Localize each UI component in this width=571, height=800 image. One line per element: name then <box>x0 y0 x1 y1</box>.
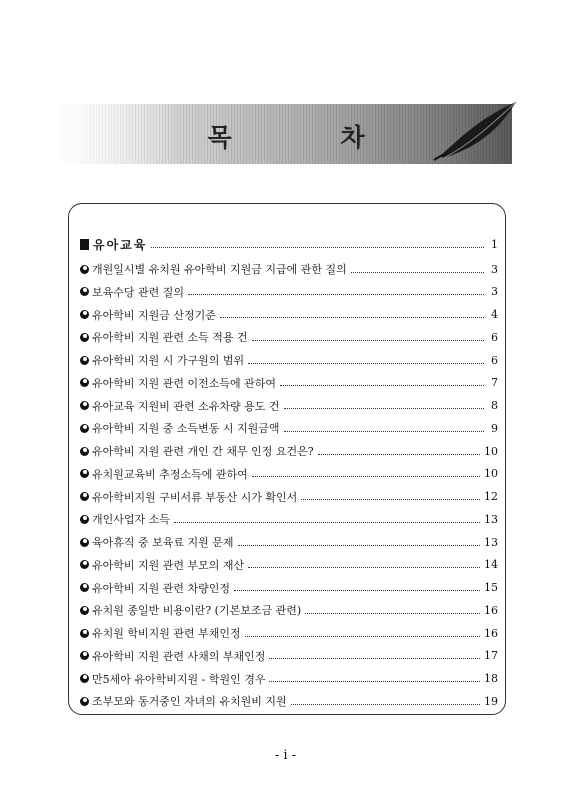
toc-item-page: 3 <box>491 262 498 276</box>
toc-item-label: 개원일시별 유치원 유아학비 지원금 지급에 관한 질의 <box>92 263 347 276</box>
toc-item-label: 유아학비 지원 관련 소득 적용 건 <box>92 331 248 345</box>
toc-item-label: 유치원 학비지원 관련 부채인정 <box>92 627 241 640</box>
toc-item-label: 유아학비 지원 중 소득변동 시 지원금액 <box>92 422 280 436</box>
toc-item-label: 유아학비 지원 관련 이전소득에 관하여 <box>92 376 277 390</box>
dot-leader <box>234 590 480 591</box>
toc-item-page: 3 <box>491 285 498 299</box>
toc-item-page: 10 <box>484 444 498 458</box>
toc-item-page: 18 <box>484 672 498 685</box>
toc-item-page: 17 <box>484 649 498 663</box>
round-bullet-icon <box>80 629 89 638</box>
round-bullet-icon <box>80 492 89 501</box>
toc-item[interactable] <box>80 623 498 643</box>
dot-leader <box>301 499 480 500</box>
dot-leader <box>238 545 481 546</box>
toc-item[interactable] <box>80 646 498 666</box>
toc-section-row[interactable] <box>80 234 498 254</box>
toc-item-label: 유아학비 지원 관련 부모의 재산 <box>92 558 245 572</box>
round-bullet-icon <box>80 287 89 296</box>
toc-item[interactable] <box>80 555 498 575</box>
toc-item-label: 유아학비 지원 관련 개인 간 채무 인정 요건은? <box>92 445 314 458</box>
toc-item-page: 14 <box>484 558 498 572</box>
leaf-decoration-icon <box>430 98 520 162</box>
dot-leader <box>284 408 485 409</box>
toc-item-page: 9 <box>491 421 498 435</box>
round-bullet-icon <box>80 560 89 569</box>
dot-leader <box>318 454 480 455</box>
toc-item-page: 10 <box>484 467 498 481</box>
toc-item-label: 유아학비 지원 관련 사채의 부채인정 <box>92 649 266 663</box>
dot-leader <box>220 317 484 318</box>
round-bullet-icon <box>80 697 89 706</box>
round-bullet-icon <box>80 401 89 410</box>
toc-item[interactable] <box>80 282 498 302</box>
dot-leader <box>252 340 484 341</box>
toc-section-label: 유아교육 <box>93 237 148 252</box>
toc-item-label: 만5세아 유아학비지원 - 학원인 경우 <box>92 672 266 686</box>
toc-item-label: 유아학비 지원 시 가구원의 범위 <box>92 354 245 367</box>
toc-item-page: 15 <box>484 581 498 594</box>
dot-leader <box>151 247 484 248</box>
toc-item-page: 6 <box>491 330 498 344</box>
toc-item[interactable] <box>80 691 498 711</box>
toc-item-label: 육아휴직 중 보육료 지원 문제 <box>92 536 234 549</box>
dot-leader <box>305 613 480 614</box>
toc-item[interactable] <box>80 305 498 325</box>
round-bullet-icon <box>80 356 89 365</box>
dot-leader <box>291 704 480 705</box>
toc-item-page: 13 <box>484 512 498 526</box>
toc-item[interactable] <box>80 259 498 279</box>
toc-item-label: 개인사업자 소득 <box>92 513 170 527</box>
title-banner <box>60 104 512 164</box>
round-bullet-icon <box>80 606 89 615</box>
round-bullet-icon <box>80 265 89 274</box>
round-bullet-icon <box>80 333 89 342</box>
toc-item[interactable] <box>80 441 498 461</box>
dot-leader <box>269 658 480 659</box>
round-bullet-icon <box>80 515 89 524</box>
round-bullet-icon <box>80 651 89 660</box>
page-number: - i - <box>274 748 297 763</box>
toc-item[interactable] <box>80 464 498 484</box>
toc-item-label: 유아학비 지원 관련 차량인정 <box>92 581 231 595</box>
toc-item[interactable] <box>80 350 498 370</box>
dot-leader <box>351 272 484 273</box>
toc-item-label: 유치원교육비 추정소득에 관하여 <box>92 467 248 481</box>
page-title: 목 차 <box>207 123 415 152</box>
toc-item-label: 유치원 종일반 비용이란? (기본보조금 관련) <box>92 604 302 618</box>
round-bullet-icon <box>80 378 89 387</box>
toc-item[interactable] <box>80 578 498 598</box>
toc-item-page: 13 <box>484 535 498 549</box>
toc-item-label: 유아학비지원 구비서류 부동산 시가 확인서 <box>92 490 298 504</box>
toc-item[interactable] <box>80 509 498 529</box>
round-bullet-icon <box>80 447 89 456</box>
round-bullet-icon <box>80 583 89 592</box>
toc-item-page: 8 <box>491 399 498 412</box>
toc-section-page: 1 <box>491 237 498 251</box>
round-bullet-icon <box>80 310 89 319</box>
dot-leader <box>252 476 480 477</box>
toc-item[interactable] <box>80 327 498 347</box>
toc-item-page: 6 <box>491 353 498 367</box>
toc-item-page: 12 <box>484 490 498 503</box>
toc-item[interactable] <box>80 396 498 416</box>
dot-leader <box>174 522 480 523</box>
dot-leader <box>269 681 480 682</box>
dot-leader <box>280 385 484 386</box>
toc-item-page: 16 <box>484 603 498 617</box>
round-bullet-icon <box>80 469 89 478</box>
square-bullet-icon <box>80 239 89 250</box>
toc-item-label: 조부모와 동거중인 자녀의 유치원비 지원 <box>92 695 287 709</box>
round-bullet-icon <box>80 538 89 547</box>
toc-item-label: 유아교육 지원비 관련 소유차량 용도 건 <box>92 399 280 413</box>
toc-item-page: 7 <box>491 376 498 390</box>
toc-item[interactable] <box>80 373 498 393</box>
round-bullet-icon <box>80 424 89 433</box>
toc-item[interactable] <box>80 600 498 620</box>
toc-item[interactable] <box>80 532 498 552</box>
round-bullet-icon <box>80 674 89 683</box>
toc-item[interactable] <box>80 669 498 689</box>
toc-item-label: 유아학비 지원금 산정기준 <box>92 308 216 322</box>
toc-item[interactable] <box>80 418 498 438</box>
dot-leader <box>188 294 484 295</box>
dot-leader <box>248 363 484 364</box>
toc-item[interactable] <box>80 487 498 507</box>
dot-leader <box>245 636 480 637</box>
dot-leader <box>248 567 480 568</box>
toc-item-page: 4 <box>491 308 498 321</box>
dot-leader <box>284 431 485 432</box>
toc-item-page: 19 <box>484 694 498 708</box>
toc-item-page: 16 <box>484 626 498 640</box>
toc-item-label: 보육수당 관련 질의 <box>92 285 185 299</box>
